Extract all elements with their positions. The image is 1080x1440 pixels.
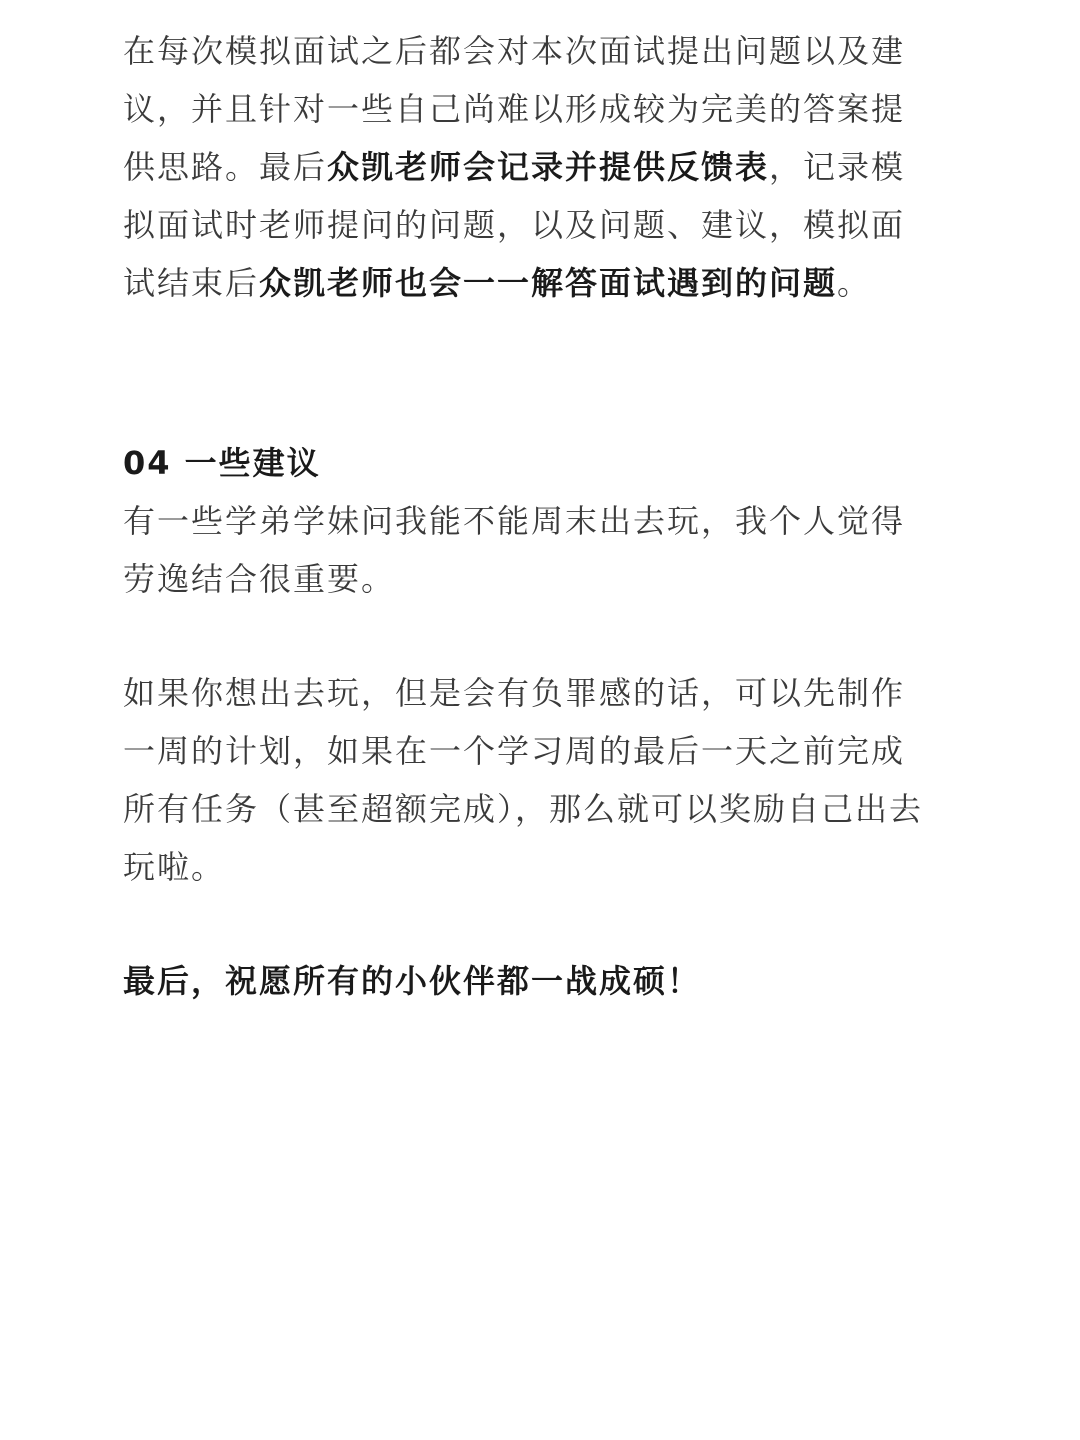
section-spacer [123,312,937,434]
closing-wish: 最后，祝愿所有的小伙伴都一战成硕！ [123,962,702,1000]
advice-paragraph-rest: 有一些学弟学妹问我能不能周末出去玩，我个人觉得劳逸结合很重要。 [123,502,906,598]
paragraph-text: 。 [837,264,872,302]
paragraph-text: 在每次模拟面试之后都会对本次面试提出问题以及建议，并且针对一些自己尚难以形成较为完美的答案提供思路。最后 [123,32,906,186]
paragraph-spacer [123,896,937,952]
bold-highlight-feedback: 众凯老师会记录并提供反馈表 [327,148,770,186]
bold-highlight-answers: 众凯老师也会一一解答面试遇到的问题 [259,264,838,302]
paragraph-text: ，记录模拟面试时老师提问的问题，以及问题、建议，模拟面试结束后 [123,148,906,302]
advice-paragraph-plan: 如果你想出去玩，但是会有负罪感的话，可以先制作一周的计划，如果在一个学习周的最后一天之前完成所有任务（甚至超额完成），那么就可以奖励自己出去玩啦。 [123,674,924,886]
paragraph-spacer [123,608,937,664]
section-heading: 04 一些建议 [123,444,321,482]
article-body [123,22,937,1010]
mock-interview-paragraph [123,22,937,312]
